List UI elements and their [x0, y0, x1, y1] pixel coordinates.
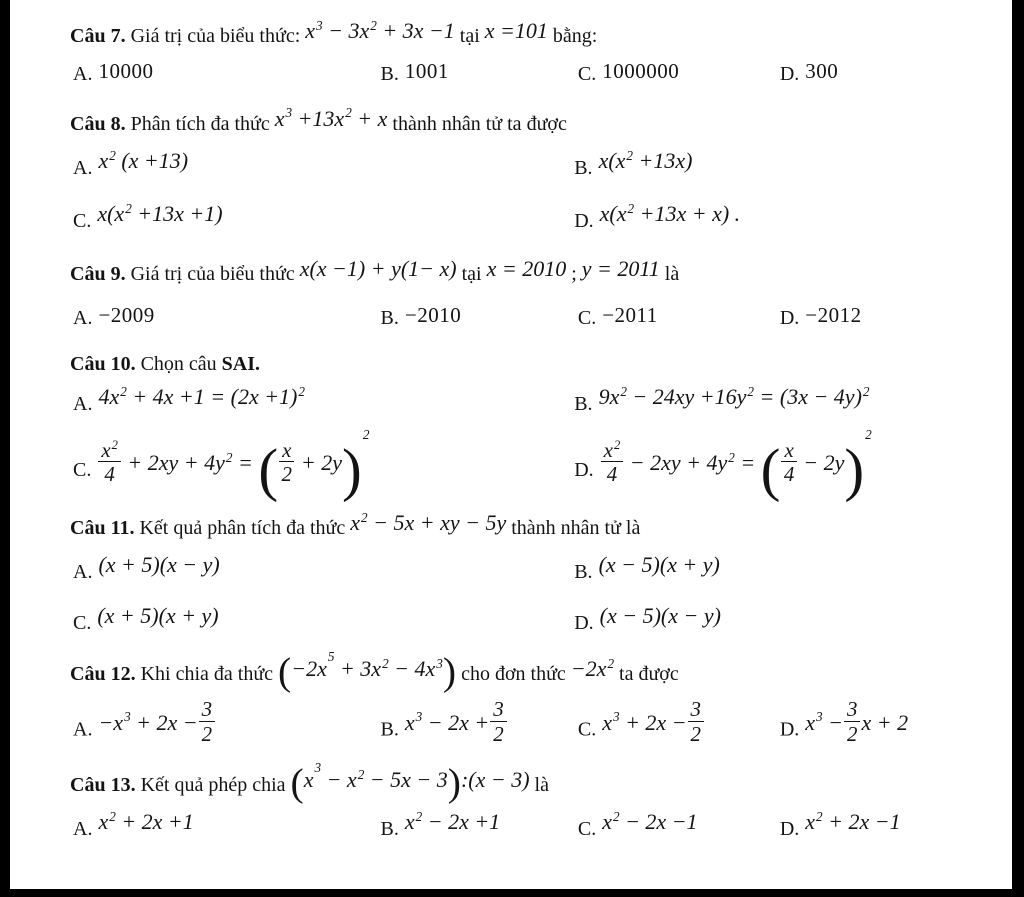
question-8-text-pre: Phân tích đa thức [130, 112, 270, 135]
question-11-option-C [70, 602, 571, 638]
question-11-option-A [70, 551, 571, 587]
question-9-label: Câu 9. [70, 262, 126, 285]
option-label: C. [73, 459, 92, 482]
question-12-formula-2: $-2x^2$ [570, 655, 615, 681]
right-black-border [1012, 0, 1024, 897]
option-label: A. [73, 560, 93, 583]
question-8-options [70, 147, 988, 236]
option-value: −2011 [602, 302, 658, 327]
option-label: C. [73, 209, 92, 232]
question-9-option-D [777, 302, 988, 334]
question-7-formula-2: x =101 [484, 18, 548, 43]
question-9-option-B [378, 302, 575, 334]
question-7-formula: $x^3 - 3x^2 + 3x -1$ [305, 17, 455, 43]
question-12 [70, 648, 988, 751]
option-label: A. [73, 393, 93, 416]
question-8-option-D [571, 200, 988, 236]
option-value: 300 [805, 59, 839, 84]
question-12-text-post: ta được [619, 662, 679, 685]
option-label: D. [574, 209, 594, 232]
question-9 [70, 256, 988, 334]
question-10-label: Câu 10. [70, 353, 136, 376]
option-label: D. [779, 818, 800, 841]
question-10-option-A [70, 386, 571, 419]
question-12-option-C [575, 696, 777, 751]
question-12-option-D [777, 696, 988, 751]
question-8-option-C [70, 200, 571, 236]
option-formula: $x^3$ − $\frac{3}{2}$ x + 2 [805, 696, 909, 746]
option-formula: (x − 5)(x + y) [598, 551, 720, 577]
question-9-option-C [575, 302, 777, 334]
question-7-text-pre: Giá trị của biểu thức: [130, 25, 301, 47]
option-label: A. [73, 306, 93, 329]
question-12-formula: $(-2x^5 + 3x^2 - 4x^3)$ [278, 648, 457, 694]
question-10-option-C [70, 427, 571, 503]
option-formula: (x − 5)(x − y) [599, 602, 721, 628]
option-label: D. [779, 63, 800, 86]
question-8-title [70, 106, 988, 140]
question-12-option-A [70, 696, 378, 751]
question-10-title [70, 349, 988, 380]
question-10-options [70, 384, 988, 503]
option-formula: $\frac{x^2}{4}$ + $2xy + 4y^2$ = ( $\frac{x}{2}$ + 2y)$^2$ [97, 450, 369, 475]
option-formula: $x^2 - 2x -1$ [602, 809, 698, 835]
option-value: −2009 [98, 302, 155, 327]
left-black-border [0, 0, 10, 897]
option-value: 1000000 [602, 59, 680, 84]
question-7-option-C [575, 58, 777, 90]
option-label: B. [574, 393, 593, 416]
question-13-option-D [777, 811, 988, 844]
question-11-formula: $x^2 - 5x$ + xy − 5y [350, 509, 507, 535]
option-formula: $x^2 - 2x +1$ [404, 809, 501, 835]
option-label: C. [73, 611, 92, 634]
question-7-text-mid: tại [459, 25, 480, 47]
question-13-text-post: là [534, 774, 549, 797]
option-label: B. [380, 306, 399, 329]
question-7-title [70, 18, 988, 52]
question-13 [70, 759, 988, 844]
question-9-formula: x(x −1) + y(1− x) [299, 255, 457, 281]
option-label: C. [577, 306, 597, 329]
fraction: $\frac{x^2}{4}$ [98, 439, 121, 486]
option-label: A. [73, 156, 93, 179]
question-9-separator: ; [571, 262, 577, 285]
fraction: $\frac{3}{2}$ [844, 698, 860, 745]
option-label: A. [73, 63, 93, 86]
question-13-text-pre: Kết quả phép chia [140, 774, 286, 797]
option-formula: $-x^3 + 2x$ − $\frac{3}{2}$ [98, 710, 216, 735]
question-11-options [70, 551, 988, 638]
question-8-formula: $x^3 +13x^2 + x$ [274, 105, 388, 131]
question-13-option-C [575, 811, 777, 844]
fraction: $\frac{x}{2}$ [279, 439, 294, 486]
option-label: D. [574, 611, 594, 634]
question-13-option-B [378, 811, 575, 844]
question-7 [70, 18, 988, 90]
question-9-text-post: là [664, 262, 680, 285]
option-formula: $x(x^2 +13x +1)$ [97, 200, 223, 226]
option-value: −2010 [404, 302, 462, 327]
option-formula: $x(x^2 +13x + x)$ . [599, 200, 741, 226]
question-11-option-D [571, 602, 988, 638]
question-12-option-B [378, 696, 575, 751]
question-13-options [70, 811, 988, 844]
option-formula: (x + 5)(x − y) [98, 551, 220, 577]
question-11-option-B [571, 551, 988, 587]
option-label: B. [380, 63, 399, 86]
question-10-emphasis: SAI. [221, 353, 261, 376]
bottom-black-border [0, 889, 1024, 897]
option-label: B. [380, 718, 399, 741]
question-8-option-A [70, 147, 571, 183]
option-value: 1001 [404, 59, 449, 84]
option-label: C. [577, 718, 597, 741]
question-12-title [70, 648, 988, 694]
option-label: C. [577, 63, 597, 86]
question-10-option-D [571, 427, 988, 503]
option-label: A. [73, 718, 93, 741]
question-7-label: Câu 7. [70, 25, 126, 47]
option-label: C. [577, 818, 597, 841]
question-7-option-D [777, 58, 988, 90]
question-11-text-pre: Kết quả phân tích đa thức [139, 516, 346, 539]
question-10-text-pre: Chọn câu [140, 353, 217, 376]
option-formula: $\frac{x^2}{4}$ − $2xy + 4y^2$ = ( $\frac{x}{4}$ − 2y)$^2$ [600, 450, 872, 475]
option-value: 10000 [98, 59, 154, 84]
question-13-option-A [70, 811, 378, 844]
option-formula: $x^3 + 2x$ − $\frac{3}{2}$ [602, 710, 705, 735]
question-11-text-post: thành nhân tử là [511, 516, 641, 539]
fraction: $\frac{3}{2}$ [199, 698, 215, 745]
question-9-formula-3: y = 2011 [581, 255, 660, 281]
question-8 [70, 106, 988, 236]
option-label: B. [380, 818, 399, 841]
question-12-options [70, 696, 988, 751]
option-formula: $x^2 + 2x -1$ [805, 809, 901, 835]
option-label: D. [779, 718, 800, 741]
question-11-label: Câu 11. [70, 516, 135, 539]
fraction: $\frac{x}{4}$ [781, 439, 796, 486]
question-7-text-post: bằng: [552, 25, 598, 47]
option-formula: $9x^2 - 24xy +16y^2 = (3x - 4y)^2$ [598, 384, 870, 410]
question-11 [70, 510, 988, 638]
question-13-title [70, 759, 988, 805]
test-page [70, 10, 988, 856]
question-12-text-pre: Khi chia đa thức [140, 662, 274, 685]
question-9-title [70, 256, 988, 290]
question-7-option-A [70, 58, 378, 90]
question-13-formula: ($x^3 - x^2 - 5x$ − 3):(x − 3) [290, 759, 530, 805]
question-9-formula-2: x = 2010 [486, 255, 567, 281]
question-9-options [70, 302, 988, 334]
option-label: D. [779, 306, 800, 329]
question-13-label: Câu 13. [70, 774, 136, 797]
option-label: B. [574, 560, 593, 583]
question-8-option-B [571, 147, 988, 183]
question-12-text-mid: cho đơn thức [461, 662, 566, 685]
option-label: A. [73, 818, 93, 841]
question-7-option-B [378, 58, 575, 90]
fraction: $\frac{x^2}{4}$ [601, 439, 624, 486]
option-label: D. [574, 459, 594, 482]
question-7-options [70, 58, 988, 90]
option-formula: $4x^2 + 4x +1 = (2x +1)^2$ [98, 384, 305, 410]
question-9-text-pre: Giá trị của biểu thức [130, 262, 295, 285]
question-8-label: Câu 8. [70, 112, 126, 135]
question-8-text-post: thành nhân tử ta được [392, 112, 567, 135]
option-label: B. [574, 156, 593, 179]
question-10-option-B [571, 386, 988, 419]
question-9-option-A [70, 302, 378, 334]
question-12-label: Câu 12. [70, 662, 136, 685]
option-formula: $x^2 + 2x +1$ [98, 809, 194, 835]
question-9-text-mid: tại [461, 262, 482, 285]
fraction: $\frac{3}{2}$ [688, 698, 704, 745]
question-10 [70, 349, 988, 503]
option-formula: (x + 5)(x + y) [97, 602, 219, 628]
option-formula: $x(x^2 +13x)$ [598, 147, 693, 173]
option-formula: $x^3 - 2x$ + $\frac{3}{2}$ [405, 710, 508, 735]
fraction: $\frac{3}{2}$ [490, 698, 506, 745]
question-11-title [70, 510, 988, 544]
option-formula: $x^2$ (x +13) [98, 147, 189, 173]
option-value: −2012 [805, 302, 862, 327]
